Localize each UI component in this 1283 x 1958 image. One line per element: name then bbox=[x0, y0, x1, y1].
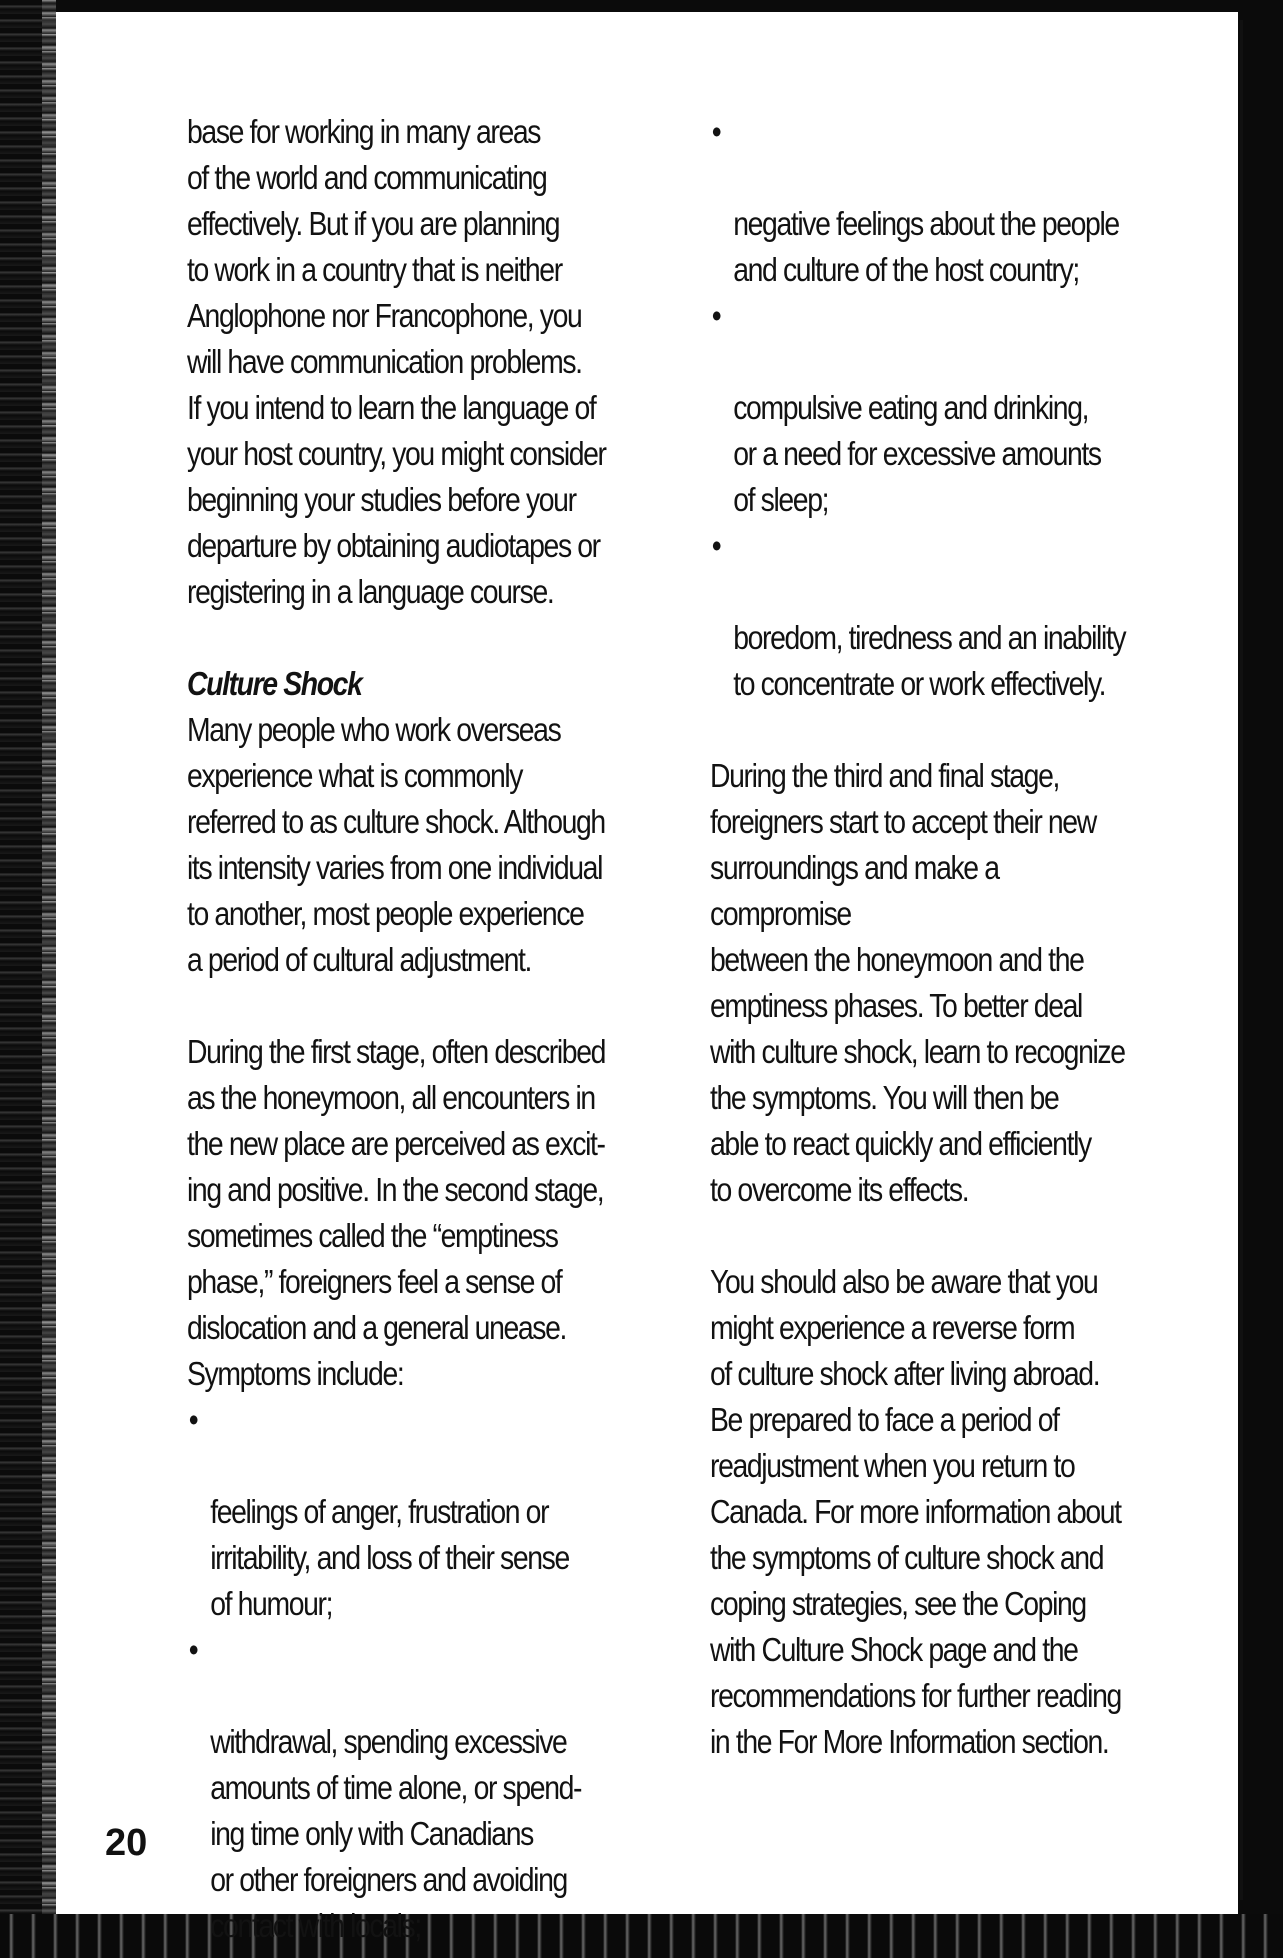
list-item bbox=[187, 1397, 621, 1627]
list-item bbox=[710, 109, 1144, 293]
list-item-text: withdrawal, spending excessive amounts of time alone, or spend- ing time only with Canadians or other foreigners and avoiding contact with locals; bbox=[210, 1723, 582, 1944]
stages-paragraph: During the first stage, often described as the honeymoon, all encounters in the new place are perceived as excit- ing and positive. In the second stage, sometimes called the “emptiness phase,” foreigners feel a sense of dislocation and a general unease. Symptoms include: bbox=[187, 1033, 606, 1392]
list-item bbox=[187, 1627, 621, 1949]
intro-paragraph: base for working in many areas of the world and communicating effectively. But if you are planning to work in a country that is neither Anglophone nor Francophone, you will have communication problems. If you intend to learn the language of your host country, you might consider beginning your studies before your departure by obtaining audiotapes or registering in a language course. bbox=[187, 113, 606, 610]
scan-border-top bbox=[0, 0, 1283, 12]
scan-border-left bbox=[0, 0, 56, 1958]
paragraph-gap bbox=[710, 707, 1144, 753]
list-item-text: negative feelings about the people and culture of the host country; bbox=[733, 205, 1119, 288]
left-text-column bbox=[187, 109, 621, 1949]
paragraph-gap bbox=[710, 1213, 1144, 1259]
bullet-icon: • bbox=[711, 527, 721, 564]
list-item-text: boredom, tiredness and an inability to concentrate or work effectively. bbox=[733, 619, 1126, 702]
reverse-shock-paragraph: You should also be aware that you might experience a reverse form of culture shock after living abroad. Be prepared to face a period of readjustment when you return to Canada. For more information about the symptoms of culture shock and coping strategies, see the Coping with Culture Shock page and the recommendations for further reading in the For More Information section. bbox=[710, 1263, 1121, 1760]
bullet-icon: • bbox=[188, 1401, 198, 1438]
right-text-column bbox=[710, 109, 1144, 1765]
paragraph-gap bbox=[187, 983, 621, 1029]
list-item-text: compulsive eating and drinking, or a need for excessive amounts of sleep; bbox=[733, 389, 1101, 518]
bullet-icon: • bbox=[711, 113, 721, 150]
symptoms-list bbox=[187, 1397, 621, 1949]
page-number: 20 bbox=[105, 1822, 148, 1864]
culture-shock-paragraph: Many people who work overseas experience what is commonly referred to as culture shock. Although its intensity varies from one individual to another, most people experience a period of cultural adjustment. bbox=[187, 711, 605, 978]
bullet-icon: • bbox=[188, 1631, 198, 1668]
third-stage-paragraph: During the third and final stage, foreigners start to accept their new surroundings and make a compromise between the honeymoon and the emptiness phases. To better deal with culture shock, learn to recognize the symptoms. You will then be able to react quickly and efficiently to overcome its effects. bbox=[710, 757, 1125, 1208]
bullet-icon: • bbox=[711, 297, 721, 334]
scan-border-right bbox=[1238, 0, 1283, 1958]
symptoms-list-continued bbox=[710, 109, 1144, 707]
list-item-text: feelings of anger, frustration or irritability, and loss of their sense of humour; bbox=[210, 1493, 569, 1622]
list-item bbox=[710, 293, 1144, 523]
list-item bbox=[710, 523, 1144, 707]
paragraph-gap bbox=[187, 615, 621, 661]
section-heading: Culture Shock bbox=[187, 665, 362, 702]
page-edge-line bbox=[1240, 20, 1243, 1900]
